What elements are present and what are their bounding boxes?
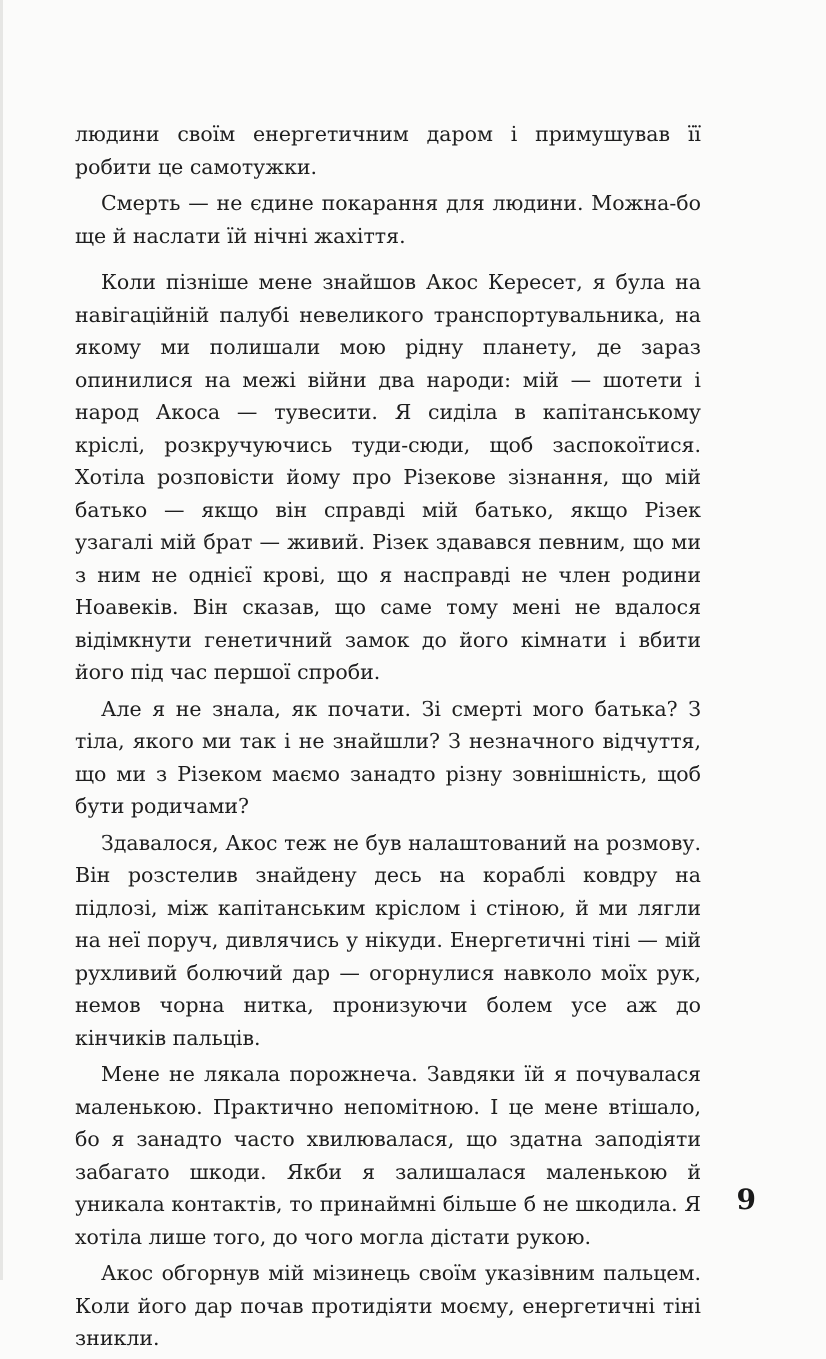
paragraph: Але я не знала, як почати. Зі смерті мого батька? З тіла, якого ми так і не знайшли? З незначного відчуття, що ми з Різеком маємо занадто різну зовнішність, щоб бути родичами? <box>75 696 701 818</box>
page-binding-edge <box>0 0 3 1280</box>
paragraph: Здавалося, Акос теж не був налаштований на розмову. Він розстелив знайдену десь на кораблі ковдру на підлозі, між капітанським кріслом і стіною, й ми лягли на неї поруч, дивлячись у нікуди. Енергетичні тіні — мій рухливий болючий дар — огорнулися навколо моїх рук, немов чорна нитка, пронизуючи болем усе аж до кінчиків пальців. <box>75 830 701 1050</box>
paragraph: Смерть — не єдине покарання для людини. Можна-бо ще й наслати їй нічні жахіття. <box>75 191 701 248</box>
paragraph: Акос обгорнув мій мізинець своїм указівним пальцем. Коли його дар почав протидіяти моєму, енергетичні тіні зникли. <box>75 1261 701 1350</box>
section-2 <box>75 266 701 1359</box>
paragraph: Коли пізніше мене знайшов Акос Кересет, я була на навігаційній палубі невеликого транспортувальника, на якому ми полишали мою рідну планету, де зараз опинилися на межі війни два народи: мій — шотети і народ Акоса — тувесити. Я сиділа в капітанському кріслі, розкручуючись туди-сюди, щоб заспокоїтися. Хотіла розповісти йому про Різекове зізнання, що мій батько — якщо він справді мій батько, якщо Різек узагалі мій брат — живий. Різек здавався певним, що ми з ним не однієї крові, що я насправді не член родини Ноавеків. Він сказав, що саме тому мені не вдалося відімкнути генетичний замок до його кімнати і вбити його під час першої спроби. <box>75 270 701 684</box>
paragraph: людини своїм енергетичним даром і примушував її робити це самотужки. <box>75 122 701 179</box>
page-number: 9 <box>736 1183 756 1216</box>
section-1 <box>75 118 701 256</box>
paragraph: Мене не лякала порожнеча. Завдяки їй я почувалася маленькою. Практично непомітною. І це мене втішало, бо я занадто часто хвилювалася, що здатна заподіяти забагато шкоди. Якби я залишалася маленькою й уникала контактів, то принаймні більше б не шкодила. Я хотіла лише того, до чого могла дістати рукою. <box>75 1062 701 1249</box>
